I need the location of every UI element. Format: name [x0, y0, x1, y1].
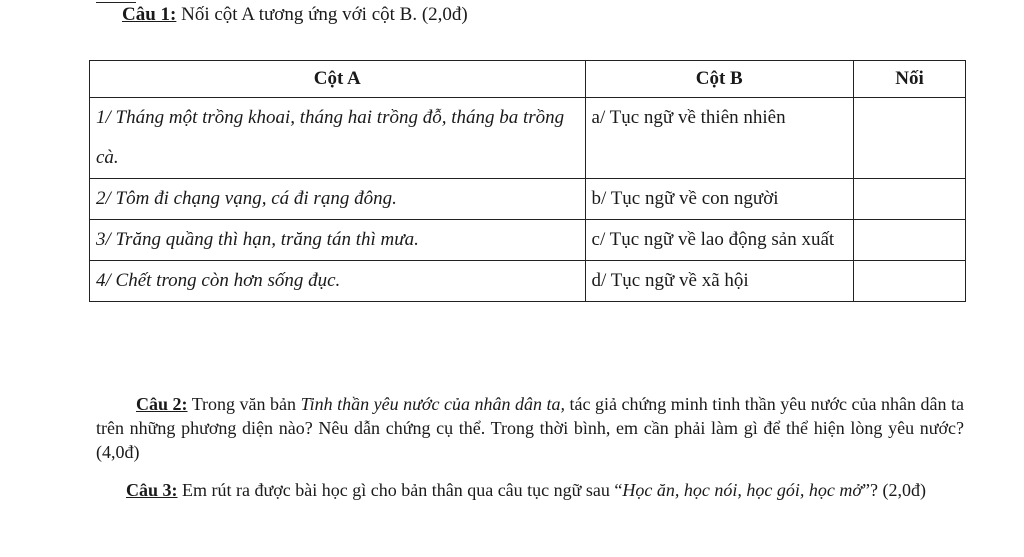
header-col-a: Cột A — [90, 61, 586, 98]
question-1-label: Câu 1: — [122, 4, 177, 25]
table-row — [90, 261, 966, 302]
row-1-col-b: a/ Tục ngữ về thiên nhiên — [585, 98, 853, 179]
question-2-label: Câu 2: — [136, 394, 188, 414]
row-3-col-b: c/ Tục ngữ về lao động sản xuất — [585, 220, 853, 261]
question-1-text: Nối cột A tương ứng với cột B. (2,0đ) — [176, 4, 468, 25]
top-rule — [96, 2, 136, 3]
row-1-col-a: 1/ Tháng một trồng khoai, tháng hai trồng đỗ, tháng ba trồng cà. — [90, 98, 586, 179]
question-3-label: Câu 3: — [126, 480, 178, 500]
row-2-match-cell[interactable] — [853, 179, 965, 220]
matching-table — [89, 60, 966, 302]
row-3-col-a: 3/ Trăng quầng thì hạn, trăng tán thì mưa. — [90, 220, 586, 261]
question-3 — [96, 478, 964, 502]
row-4-col-a: 4/ Chết trong còn hơn sống đục. — [90, 261, 586, 302]
question-2-work-title: Tinh thần yêu nước của nhân dân ta, — [300, 394, 566, 414]
header-col-b: Cột B — [585, 61, 853, 98]
row-2-col-a: 2/ Tôm đi chạng vạng, cá đi rạng đông. — [90, 179, 586, 220]
row-2-col-b: b/ Tục ngữ về con người — [585, 179, 853, 220]
row-3-match-cell[interactable] — [853, 220, 965, 261]
question-2 — [96, 392, 964, 464]
table-row — [90, 220, 966, 261]
question-3-text-before: Em rút ra được bài học gì cho bản thân qua câu tục ngữ sau “ — [177, 480, 623, 500]
header-col-match: Nối — [853, 61, 965, 98]
question-3-text-after: ”? (2,0đ) — [861, 480, 926, 500]
table-row — [90, 179, 966, 220]
question-1 — [122, 4, 468, 26]
table-row — [90, 98, 966, 179]
row-4-col-b: d/ Tục ngữ về xã hội — [585, 261, 853, 302]
table-header-row — [90, 61, 966, 98]
row-1-match-cell[interactable] — [853, 98, 965, 179]
question-3-proverb: Học ăn, học nói, học gói, học mở — [622, 480, 862, 500]
question-2-text-before: Trong văn bản — [187, 394, 301, 414]
question-2-text-after: tác giả chứng minh tinh thần yêu nước của nhân dân ta trên những phương diện nào? Nêu dẫn chứng cụ thể. Trong thời bình, em cần phải làm gì để thể hiện lòng yêu nước? (4,0đ) — [96, 394, 964, 462]
row-4-match-cell[interactable] — [853, 261, 965, 302]
